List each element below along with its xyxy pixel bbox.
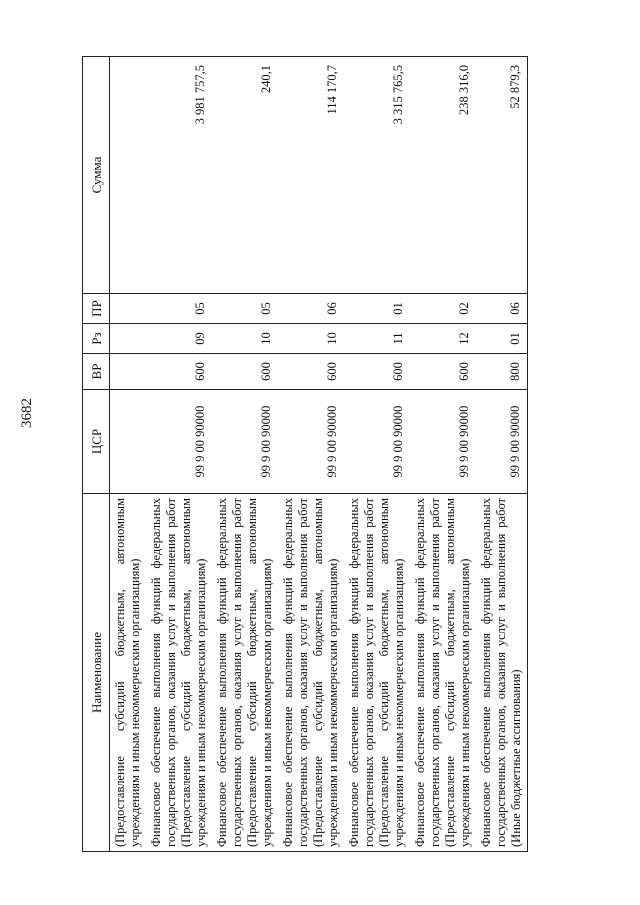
row-pr bbox=[110, 294, 147, 324]
row-name: (Предоставление субсидий бюджетным, автономным учреждениям и иным некоммерческим организациям) bbox=[110, 494, 147, 852]
row-pr: 06 bbox=[278, 294, 344, 324]
row-sum: 3 981 757,5 bbox=[146, 57, 212, 294]
row-sum: 240,1 bbox=[212, 57, 278, 294]
row-vr: 600 bbox=[146, 354, 212, 390]
row-pr: 05 bbox=[212, 294, 278, 324]
row-vr bbox=[110, 354, 147, 390]
row-csr: 99 9 00 90000 bbox=[344, 390, 410, 494]
row-sum: 114 170,7 bbox=[278, 57, 344, 294]
row-csr: 99 9 00 90000 bbox=[146, 390, 212, 494]
row-csr bbox=[110, 390, 147, 494]
header-name: Наименование bbox=[83, 494, 110, 852]
table-row bbox=[110, 57, 147, 852]
header-sum: Сумма bbox=[83, 57, 110, 294]
row-vr: 600 bbox=[212, 354, 278, 390]
row-name: Финансовое обеспечение выполнения функций федеральных государственных органов, оказания услуг и выполнения работ (Предоставление субсидий бюджетным, автономным учреждениям и иным некоммерческим организациям) bbox=[278, 494, 344, 852]
table-row bbox=[476, 57, 528, 852]
row-name: Финансовое обеспечение выполнения функций федеральных государственных органов, оказания услуг и выполнения работ (Предоставление субсидий бюджетным, автономным учреждениям и иным некоммерческим организациям) bbox=[344, 494, 410, 852]
row-sum: 52 879,3 bbox=[476, 57, 528, 294]
row-vr: 600 bbox=[410, 354, 476, 390]
table-row bbox=[212, 57, 278, 852]
table-row bbox=[146, 57, 212, 852]
row-csr: 99 9 00 90000 bbox=[212, 390, 278, 494]
row-csr: 99 9 00 90000 bbox=[278, 390, 344, 494]
row-rz: 10 bbox=[212, 324, 278, 354]
row-sum: 238 316,0 bbox=[410, 57, 476, 294]
row-pr: 01 bbox=[344, 294, 410, 324]
table-header-row bbox=[83, 57, 110, 852]
row-name: Финансовое обеспечение выполнения функций федеральных государственных органов, оказания услуг и выполнения работ (Предоставление субсидий бюджетным, автономным учреждениям и иным некоммерческим организациям) bbox=[212, 494, 278, 852]
row-pr: 06 bbox=[476, 294, 528, 324]
table-row bbox=[344, 57, 410, 852]
budget-table bbox=[82, 56, 528, 852]
row-name: Финансовое обеспечение выполнения функций федеральных государственных органов, оказания услуг и выполнения работ (Предоставление субсидий бюджетным, автономным учреждениям и иным некоммерческим организациям) bbox=[410, 494, 476, 852]
rotated-table-container bbox=[82, 57, 610, 852]
row-rz: 09 bbox=[146, 324, 212, 354]
row-pr: 02 bbox=[410, 294, 476, 324]
row-rz: 12 bbox=[410, 324, 476, 354]
row-rz: 10 bbox=[278, 324, 344, 354]
table-row bbox=[278, 57, 344, 852]
row-rz: 01 bbox=[476, 324, 528, 354]
row-csr: 99 9 00 90000 bbox=[476, 390, 528, 494]
row-name: Финансовое обеспечение выполнения функций федеральных государственных органов, оказания услуг и выполнения работ (Предоставление субсидий бюджетным, автономным учреждениям и иным некоммерческим организациям) bbox=[146, 494, 212, 852]
row-rz: 11 bbox=[344, 324, 410, 354]
row-name: Финансовое обеспечение выполнения функций федеральных государственных органов, оказания услуг и выполнения работ (Иные бюджетные ассигнования) bbox=[476, 494, 528, 852]
table-row bbox=[410, 57, 476, 852]
row-rz bbox=[110, 324, 147, 354]
header-rz: Рз bbox=[83, 324, 110, 354]
page-number: 3682 bbox=[19, 398, 35, 428]
header-csr: ЦСР bbox=[83, 390, 110, 494]
row-vr: 600 bbox=[344, 354, 410, 390]
row-sum: 3 315 765,5 bbox=[344, 57, 410, 294]
row-csr: 99 9 00 90000 bbox=[410, 390, 476, 494]
row-vr: 800 bbox=[476, 354, 528, 390]
row-pr: 05 bbox=[146, 294, 212, 324]
header-vr: ВР bbox=[83, 354, 110, 390]
row-sum bbox=[110, 57, 147, 294]
row-vr: 600 bbox=[278, 354, 344, 390]
header-pr: ПР bbox=[83, 294, 110, 324]
